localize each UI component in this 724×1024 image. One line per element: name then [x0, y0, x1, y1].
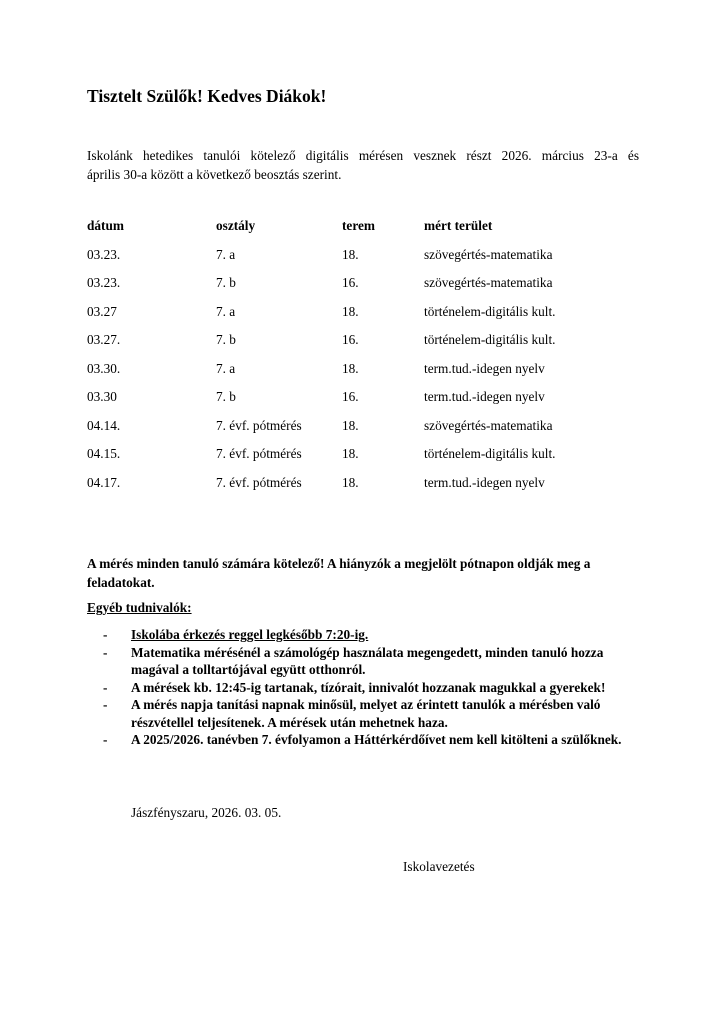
- list-item: [103, 679, 648, 697]
- list-item-text: A mérés napja tanítási napnak minősül, melyet az érintett tanulók a mérésben való részvétellel teljesítenek. A mérések után mehetnek haza.: [131, 697, 601, 730]
- bullet-dash: -: [103, 644, 108, 660]
- cell-room: 16.: [342, 275, 359, 290]
- cell-class: 7. b: [216, 389, 236, 404]
- cell-room: 18.: [342, 303, 359, 319]
- cell-area: term.tud.-idegen nyelv: [424, 389, 545, 404]
- header-date: dátum: [87, 218, 124, 233]
- list-item-text: A mérések kb. 12:45-ig tartanak, tízórait, innivalót hozzanak magukkal a gyerekek!: [131, 679, 606, 695]
- intro-paragraph: [87, 146, 639, 184]
- cell-date: 04.14.: [87, 417, 121, 433]
- list-item-text: Matematika mérésénél a számológép használata megengedett, minden tanuló hozza magával a tolltartójával együtt otthonról.: [131, 644, 604, 677]
- list-item: [103, 696, 648, 731]
- cell-date: 03.27.: [87, 332, 121, 347]
- cell-class: 7. évf. pótmérés: [216, 417, 302, 433]
- other-info-list: [103, 626, 648, 749]
- list-item-text: Iskolába érkezés reggel legkésőbb 7:20-ig.: [131, 627, 369, 642]
- cell-room: 18.: [342, 417, 359, 433]
- cell-date: 03.23.: [87, 246, 121, 262]
- list-item: [103, 626, 648, 644]
- bullet-dash: -: [103, 627, 108, 642]
- cell-class: 7. évf. pótmérés: [216, 474, 302, 490]
- cell-date: 04.15.: [87, 446, 121, 461]
- list-item-text: A 2025/2026. tanévben 7. évfolyamon a Háttérkérdőívet nem kell kitölteni a szülőknek.: [131, 732, 622, 747]
- cell-class: 7. a: [216, 360, 236, 376]
- header-room: terem: [342, 218, 375, 233]
- cell-room: 16.: [342, 389, 359, 404]
- cell-date: 03.30.: [87, 360, 121, 376]
- cell-area: történelem-digitális kult.: [424, 303, 556, 319]
- bullet-dash: -: [103, 697, 108, 712]
- header-class: osztály: [216, 218, 256, 233]
- list-item: [103, 731, 648, 749]
- list-item: [103, 644, 648, 679]
- mandatory-notice: A mérés minden tanuló számára kötelező! A hiányzók a megjelölt pótnapon oldják meg a feladatokat.: [87, 556, 591, 590]
- place-and-date: Jászfényszaru, 2026. 03. 05.: [131, 805, 282, 820]
- cell-date: 04.17.: [87, 474, 121, 490]
- cell-class: 7. a: [216, 246, 236, 262]
- cell-room: 18.: [342, 446, 359, 461]
- cell-area: term.tud.-idegen nyelv: [424, 474, 545, 490]
- intro-line-1: Iskolánk hetedikes tanulói kötelező digitális mérésen vesznek részt 2026. március 23-a és: [87, 148, 639, 163]
- cell-area: történelem-digitális kult.: [424, 446, 556, 461]
- cell-area: szövegértés-matematika: [424, 246, 553, 262]
- cell-class: 7. b: [216, 332, 236, 347]
- cell-room: 18.: [342, 246, 359, 262]
- cell-class: 7. b: [216, 275, 236, 290]
- cell-area: történelem-digitális kult.: [424, 332, 556, 347]
- cell-date: 03.30: [87, 389, 117, 404]
- cell-class: 7. a: [216, 303, 236, 319]
- bullet-dash: -: [103, 732, 108, 747]
- intro-line-2: április 30-a között a következő beosztás szerint.: [87, 167, 342, 182]
- cell-area: szövegértés-matematika: [424, 417, 553, 433]
- cell-area: szövegértés-matematika: [424, 275, 553, 290]
- page-title: Tisztelt Szülők! Kedves Diákok!: [87, 86, 327, 106]
- signature: Iskolavezetés: [403, 859, 475, 874]
- header-area: mért terület: [424, 218, 493, 233]
- cell-area: term.tud.-idegen nyelv: [424, 360, 545, 376]
- other-info-heading: Egyéb tudnivalók:: [87, 600, 192, 615]
- cell-room: 18.: [342, 474, 359, 490]
- cell-date: 03.27: [87, 303, 117, 319]
- cell-date: 03.23.: [87, 275, 121, 290]
- bullet-dash: -: [103, 679, 108, 695]
- cell-class: 7. évf. pótmérés: [216, 446, 302, 461]
- cell-room: 18.: [342, 360, 359, 376]
- cell-room: 16.: [342, 332, 359, 347]
